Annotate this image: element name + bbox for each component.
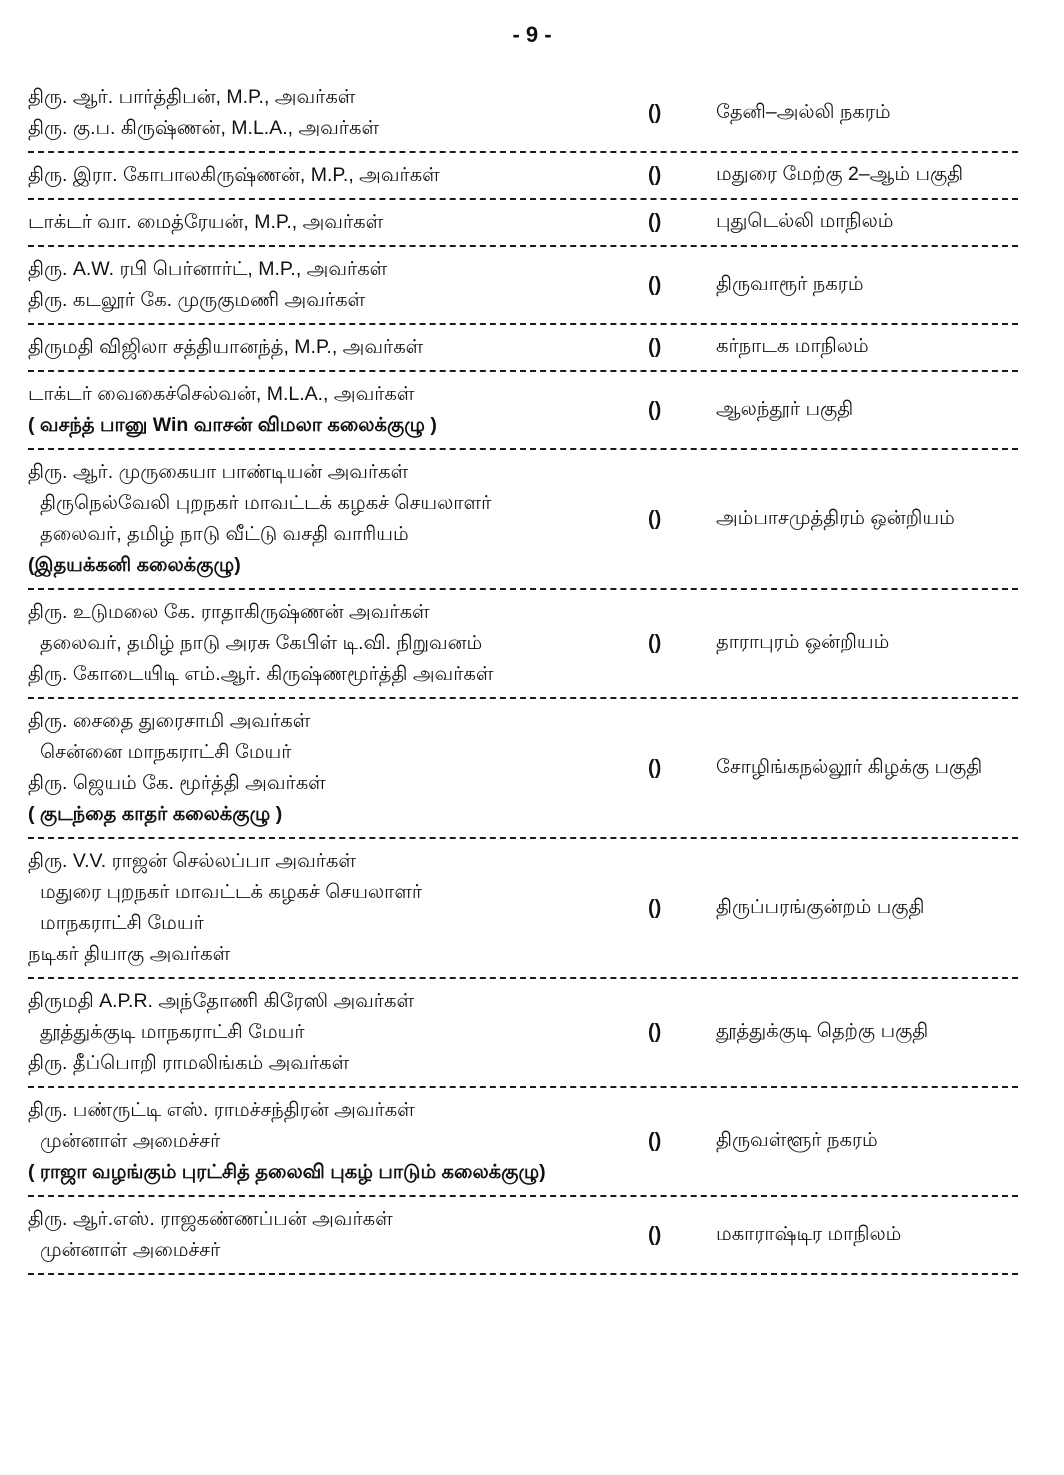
entry-row <box>28 453 1018 585</box>
person-line: திரு. கு.ப. கிருஷ்ணன், M.L.A., அவர்கள் <box>28 117 380 139</box>
person-line: திரு. கடலூர் கே. முருகுமணி அவர்கள் <box>28 289 366 311</box>
entry-row <box>28 593 1018 694</box>
place-name: புதுடெல்லி மாநிலம் <box>716 210 894 232</box>
entry-names <box>28 1204 648 1266</box>
entry-names <box>28 597 648 690</box>
entry-names <box>28 332 648 363</box>
person-line: திருமதி விஜிலா சத்தியானந்த், M.P., அவர்கள் <box>28 336 424 358</box>
place-name: கர்நாடக மாநிலம் <box>716 335 869 357</box>
troupe-name: ( வசந்த் பானு Win வாசன் விமலா கலைக்குழு ) <box>28 414 437 436</box>
entries-list <box>28 78 1018 1278</box>
place-name: தூத்துக்குடி தெற்கு பகுதி <box>716 1020 929 1042</box>
place-name: மகாராஷ்டிர மாநிலம் <box>716 1222 902 1245</box>
designation-line: முன்னாள் அமைச்சர் <box>40 1130 221 1152</box>
person-line: திரு. பண்ருட்டி எஸ். ராமச்சந்திரன் அவர்கள் <box>28 1099 415 1121</box>
entry-row <box>28 203 1018 242</box>
place-name: தாராபுரம் ஒன்றியம் <box>716 631 890 653</box>
place-name: தேனி–அல்லி நகரம் <box>716 100 891 123</box>
place-name: ஆலந்தூர் பகுதி <box>716 397 854 420</box>
entry-row <box>28 375 1018 445</box>
separator-mark: () <box>648 756 662 779</box>
separator-mark: () <box>648 398 662 421</box>
separator-mark: () <box>648 1130 662 1152</box>
entry-names <box>28 986 648 1079</box>
dashed-divider <box>28 1195 1018 1197</box>
entry-row <box>28 78 1018 148</box>
entry-row <box>28 1091 1018 1192</box>
troupe-name: ( குடந்தை காதர் கலைக்குழு ) <box>28 803 283 825</box>
person-line: திரு. இரா. கோபாலகிருஷ்ணன், M.P., அவர்கள் <box>28 164 440 186</box>
place-name: திருவாரூர் நகரம் <box>716 272 864 295</box>
entry-names <box>28 457 648 581</box>
entry-row <box>28 328 1018 367</box>
dashed-divider <box>28 588 1018 590</box>
entry-row <box>28 1200 1018 1270</box>
person-line: திரு. V.V. ராஜன் செல்லப்பா அவர்கள் <box>28 850 356 872</box>
person-line: திரு. A.W. ரபி பெர்னார்ட், M.P., அவர்கள் <box>28 258 388 280</box>
designation-line: திருநெல்வேலி புறநகர் மாவட்டக் கழகச் செயலாளர் <box>40 492 492 514</box>
entry-row <box>28 842 1018 974</box>
person-line: டாக்டர் வா. மைத்ரேயன், M.P., அவர்கள் <box>28 211 384 233</box>
entry-names <box>28 254 648 316</box>
place-name: சோழிங்கநல்லூர் கிழக்கு பகுதி <box>716 755 983 778</box>
separator-mark: () <box>648 507 662 530</box>
separator-mark: () <box>648 211 662 233</box>
separator-mark: () <box>648 632 662 654</box>
separator-mark: () <box>648 164 662 186</box>
designation-line: தலைவர், தமிழ் நாடு அரசு கேபிள் டி.வி. நிறுவனம் <box>40 632 483 654</box>
person-line: திரு. உடுமலை கே. ராதாகிருஷ்ணன் அவர்கள் <box>28 601 430 623</box>
entry-names <box>28 379 648 441</box>
entry-names <box>28 82 648 144</box>
separator-mark: () <box>648 273 662 296</box>
separator-mark: () <box>648 1021 662 1043</box>
dashed-divider <box>28 448 1018 450</box>
separator-mark: () <box>648 101 662 124</box>
person-line: டாக்டர் வைகைச்செல்வன், M.L.A., அவர்கள் <box>28 383 415 405</box>
dashed-divider <box>28 370 1018 372</box>
person-line: நடிகர் தியாகு அவர்கள் <box>28 943 231 965</box>
dashed-divider <box>28 977 1018 979</box>
person-line: திரு. ஆர்.எஸ். ராஜகண்ணப்பன் அவர்கள் <box>28 1208 393 1230</box>
dashed-divider <box>28 323 1018 325</box>
page-number: - 9 - <box>512 22 552 47</box>
person-line: திரு. ஆர். முருகையா பாண்டியன் அவர்கள் <box>28 461 409 483</box>
dashed-divider <box>28 1086 1018 1088</box>
entry-row <box>28 982 1018 1083</box>
separator-mark: () <box>648 336 662 358</box>
entry-row <box>28 702 1018 834</box>
troupe-name: (இதயக்கனி கலைக்குழு) <box>28 554 241 576</box>
place-name: திருவள்ளூர் நகரம் <box>716 1129 878 1151</box>
person-line: திரு. கோடையிடி எம்.ஆர். கிருஷ்ணமூர்த்தி அவர்கள் <box>28 663 494 685</box>
separator-mark: () <box>648 896 662 919</box>
designation-line: மாநகராட்சி மேயர் <box>40 912 204 934</box>
dashed-divider <box>28 697 1018 699</box>
person-line: திரு. சைதை துரைசாமி அவர்கள் <box>28 710 311 732</box>
dashed-divider <box>28 1273 1018 1275</box>
dashed-divider <box>28 245 1018 247</box>
entry-names <box>28 706 648 830</box>
separator-mark: () <box>648 1223 662 1246</box>
place-name: மதுரை மேற்கு 2–ஆம் பகுதி <box>716 163 964 185</box>
designation-line: தூத்துக்குடி மாநகராட்சி மேயர் <box>40 1021 305 1043</box>
entry-names <box>28 160 648 191</box>
entry-names <box>28 207 648 238</box>
place-name: திருப்பரங்குன்றம் பகுதி <box>716 895 925 918</box>
person-line: திரு. ஆர். பார்த்திபன், M.P., அவர்கள் <box>28 86 356 108</box>
designation-line: மதுரை புறநகர் மாவட்டக் கழகச் செயலாளர் <box>40 881 423 903</box>
designation-line: சென்னை மாநகராட்சி மேயர் <box>40 741 292 763</box>
designation-line: தலைவர், தமிழ் நாடு வீட்டு வசதி வாரியம் <box>40 523 409 545</box>
entry-names <box>28 1095 648 1188</box>
entry-row <box>28 250 1018 320</box>
dashed-divider <box>28 151 1018 153</box>
person-line: திரு. ஜெயம் கே. மூர்த்தி அவர்கள் <box>28 772 326 794</box>
entry-names <box>28 846 648 970</box>
person-line: திரு. தீப்பொறி ராமலிங்கம் அவர்கள் <box>28 1052 350 1074</box>
troupe-name: ( ராஜா வழங்கும் புரட்சித் தலைவி புகழ் பாடும் கலைக்குழு) <box>28 1161 546 1183</box>
dashed-divider <box>28 198 1018 200</box>
place-name: அம்பாசமுத்திரம் ஒன்றியம் <box>716 506 955 529</box>
designation-line: முன்னாள் அமைச்சர் <box>40 1239 221 1261</box>
person-line: திருமதி A.P.R. அந்தோணி கிரேஸி அவர்கள் <box>28 990 415 1012</box>
entry-row <box>28 156 1018 195</box>
dashed-divider <box>28 837 1018 839</box>
